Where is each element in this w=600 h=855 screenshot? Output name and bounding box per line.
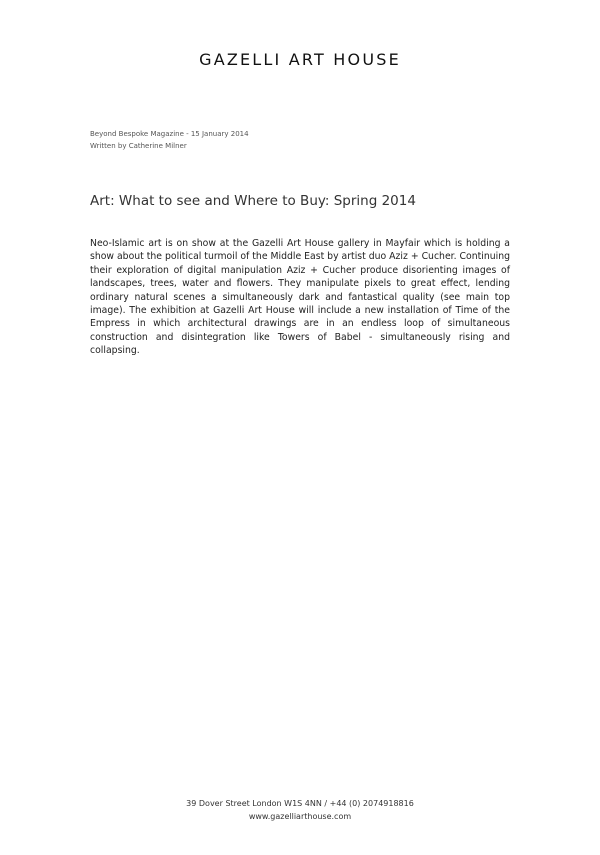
brand-logo-text: GAZELLI ART HOUSE — [199, 50, 401, 69]
article-meta — [90, 128, 249, 152]
source-line: Beyond Bespoke Magazine - 15 January 2014 — [90, 130, 249, 138]
author-line: Written by Catherine Milner — [90, 142, 187, 150]
article-headline: Art: What to see and Where to Buy: Spring 2014 — [90, 193, 416, 209]
page-footer — [0, 797, 600, 823]
article-body: Neo-Islamic art is on show at the Gazelli Art House gallery in Mayfair which is holding a show about the political turmoil of the Middle East by artist duo Aziz + Cucher. Continuing their exploration of digital manipulation Aziz + Cucher produce disorienting images of landscapes, trees, water and flowers. They manipulate pixels to great effect, lending ordinary natural scenes a simultaneously dark and fantastical quality (see main top image). The exhibition at Gazelli Art House will include a new installation of Time of the Empress in which architectural drawings are in an endless loop of simultaneous construction and disintegration like Towers of Babel - simultaneously rising and collapsing. — [90, 238, 511, 357]
footer-address: 39 Dover Street London W1S 4NN / +44 (0) 2074918816 — [186, 799, 414, 808]
footer-website: www.gazelliarthouse.com — [248, 812, 352, 821]
